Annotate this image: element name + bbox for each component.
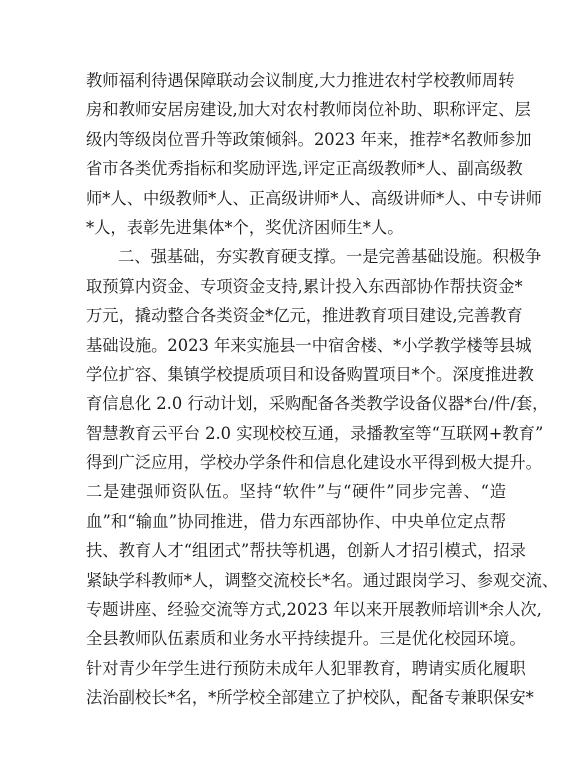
text-line: 取预算内资金、专项资金支持,累计投入东西部协作帮扶资金* xyxy=(86,276,523,296)
text-line: 血”和“输血”协同推进，借力东西部协作、中央单位定点帮 xyxy=(86,511,506,531)
text-line: 基础设施。2023 年来实施县一中宿舍楼、*小学教学楼等县城 xyxy=(86,335,532,355)
text-line: 万元，撬动整合各类资金*亿元，推进教育项目建设,完善教育 xyxy=(86,306,523,326)
text-line: 育信息化 2.0 行动计划，采购配备各类教学设备仪器*台/件/套， xyxy=(86,394,549,414)
section-heading-line: 二、强基础，夯实教育硬支撑。一是完善基础设施。积极争 xyxy=(118,247,542,267)
text-line: 二是建强师资队伍。坚持“软件”与“硬件”同步完善、“造 xyxy=(86,482,506,502)
text-line: 全县教师队伍素质和业务水平持续提升。三是优化校园环境。 xyxy=(86,629,526,649)
text-line: *人，表彰先进集体*个，奖优济困师生*人。 xyxy=(86,217,404,237)
text-line: 省市各类优秀指标和奖励评选,评定正高级教师*人、副高级教 xyxy=(86,159,523,179)
document-body xyxy=(86,66,559,713)
text-line: 扶、教育人才“组团式”帮扶等机遇，创新人才招引模式，招录 xyxy=(86,541,526,561)
text-line: 师*人、中级教师*人、正高级讲师*人、高级讲师*人、中专讲师 xyxy=(86,188,542,208)
text-line: 级内等级岗位晋升等政策倾斜。2023 年来，推荐*名教师参加 xyxy=(86,129,532,149)
text-line: 房和教师安居房建设,加大对农村教师岗位补助、职称评定、层 xyxy=(86,100,531,120)
text-line: 智慧教育云平台 2.0 实现校校互通，录播教室等“互联网+教育” xyxy=(86,423,544,443)
text-line: 专题讲座、经验交流等方式,2023 年以来开展教师培训*余人次, xyxy=(86,600,542,620)
text-line: 针对青少年学生进行预防未成年人犯罪教育，聘请实质化履职 xyxy=(86,658,526,678)
text-line: 法治副校长*名，*所学校全部建立了护校队，配备专兼职保安* xyxy=(86,688,534,708)
text-line: 教师福利待遇保障联动会议制度,大力推进农村学校教师周转 xyxy=(86,71,515,90)
text-line: 得到广泛应用，学校办学条件和信息化建设水平得到极大提升。 xyxy=(86,453,542,473)
text-line: 紧缺学科教师*人，调整交流校长*名。通过跟岗学习、参观交流、 xyxy=(86,570,559,590)
text-line: 学位扩容、集镇学校提质项目和设备购置项目*个。深度推进教 xyxy=(86,364,534,384)
